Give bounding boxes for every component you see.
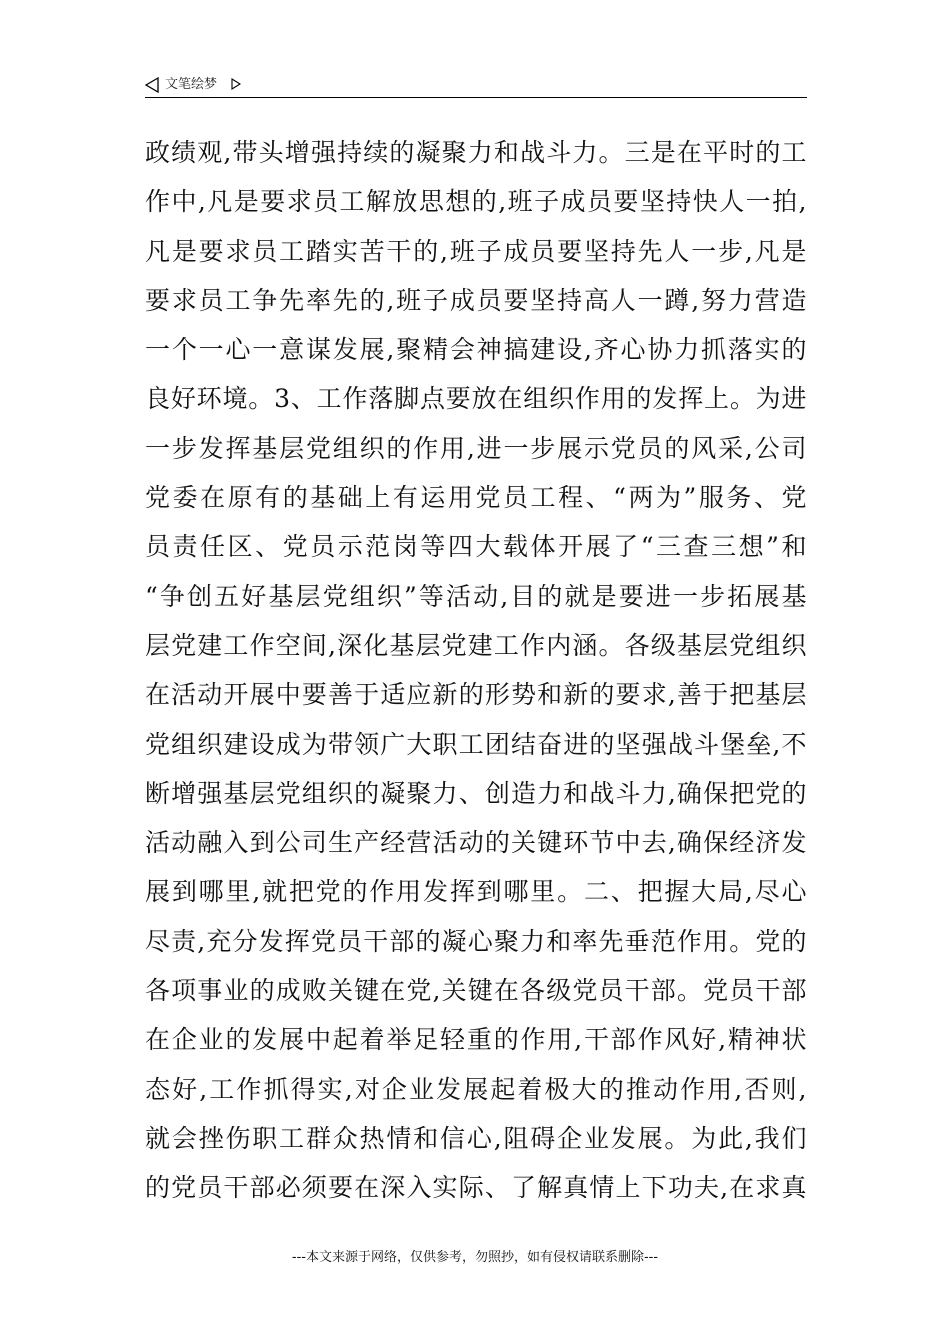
text-line: 的党员干部必须要在深入实际、了解真情上下功夫,在求真 xyxy=(145,1173,807,1203)
text-line: 各项事业的成败关键在党,关键在各级党员干部。党员干部 xyxy=(145,976,807,1006)
text-line: 断增强基层党组织的凝聚力、创造力和战斗力,确保把党的 xyxy=(145,778,807,808)
text-line: 层党建工作空间,深化基层党建工作内涵。各级基层党组织 xyxy=(145,630,807,660)
triangle-right-icon xyxy=(231,78,241,90)
text-line: 政绩观,带头增强持续的凝聚力和战斗力。三是在平时的工 xyxy=(145,138,807,167)
page-header xyxy=(145,74,807,98)
text-line: 凡是要求员工踏实苦干的,班子成员要坚持先人一步,凡是 xyxy=(145,236,807,266)
text-line: 党委在原有的基础上有运用党员工程、“两为”服务、党 xyxy=(145,483,807,513)
text-line: 展到哪里,就把党的作用发挥到哪里。二、把握大局,尽心 xyxy=(145,877,807,907)
text-line: 尽责,充分发挥党员干部的凝心聚力和率先垂范作用。党的 xyxy=(145,926,807,956)
triangle-left-icon xyxy=(145,77,159,93)
text-line: “争创五好基层党组织”等活动,目的就是要进一步拓展基 xyxy=(145,581,807,611)
text-line: 态好,工作抓得实,对企业发展起着极大的推动作用,否则, xyxy=(145,1074,807,1104)
text-line: 一个一心一意谋发展,聚精会神搞建设,齐心协力抓落实的 xyxy=(145,335,807,365)
text-line: 一步发挥基层党组织的作用,进一步展示党员的风采,公司 xyxy=(145,433,807,463)
text-line: 要求员工争先率先的,班子成员要坚持高人一蹲,努力营造 xyxy=(145,285,807,315)
text-line: 在企业的发展中起着举足轻重的作用,干部作风好,精神状 xyxy=(145,1025,807,1055)
header-divider xyxy=(145,97,807,98)
text-line: 作中,凡是要求员工解放思想的,班子成员要坚持快人一拍, xyxy=(145,187,807,217)
text-line: 党组织建设成为带领广大职工团结奋进的坚强战斗堡垒,不 xyxy=(145,729,807,759)
text-line: 就会挫伤职工群众热情和信心,阻碍企业发展。为此,我们 xyxy=(145,1123,807,1153)
header-brand: 文笔绘梦 xyxy=(165,77,218,92)
text-line: 活动融入到公司生产经营活动的关键环节中去,确保经济发 xyxy=(145,828,807,858)
body-text xyxy=(145,128,807,1213)
text-line: 在活动开展中要善于适应新的形势和新的要求,善于把基层 xyxy=(145,680,807,710)
footer-notice: ---本文来源于网络，仅供参考，勿照抄，如有侵权请联系删除--- xyxy=(291,1250,659,1265)
text-line: 良好环境。3、工作落脚点要放在组织作用的发挥上。为进 xyxy=(145,384,807,414)
text-line: 员责任区、党员示范岗等四大载体开展了“三查三想”和 xyxy=(145,532,807,562)
